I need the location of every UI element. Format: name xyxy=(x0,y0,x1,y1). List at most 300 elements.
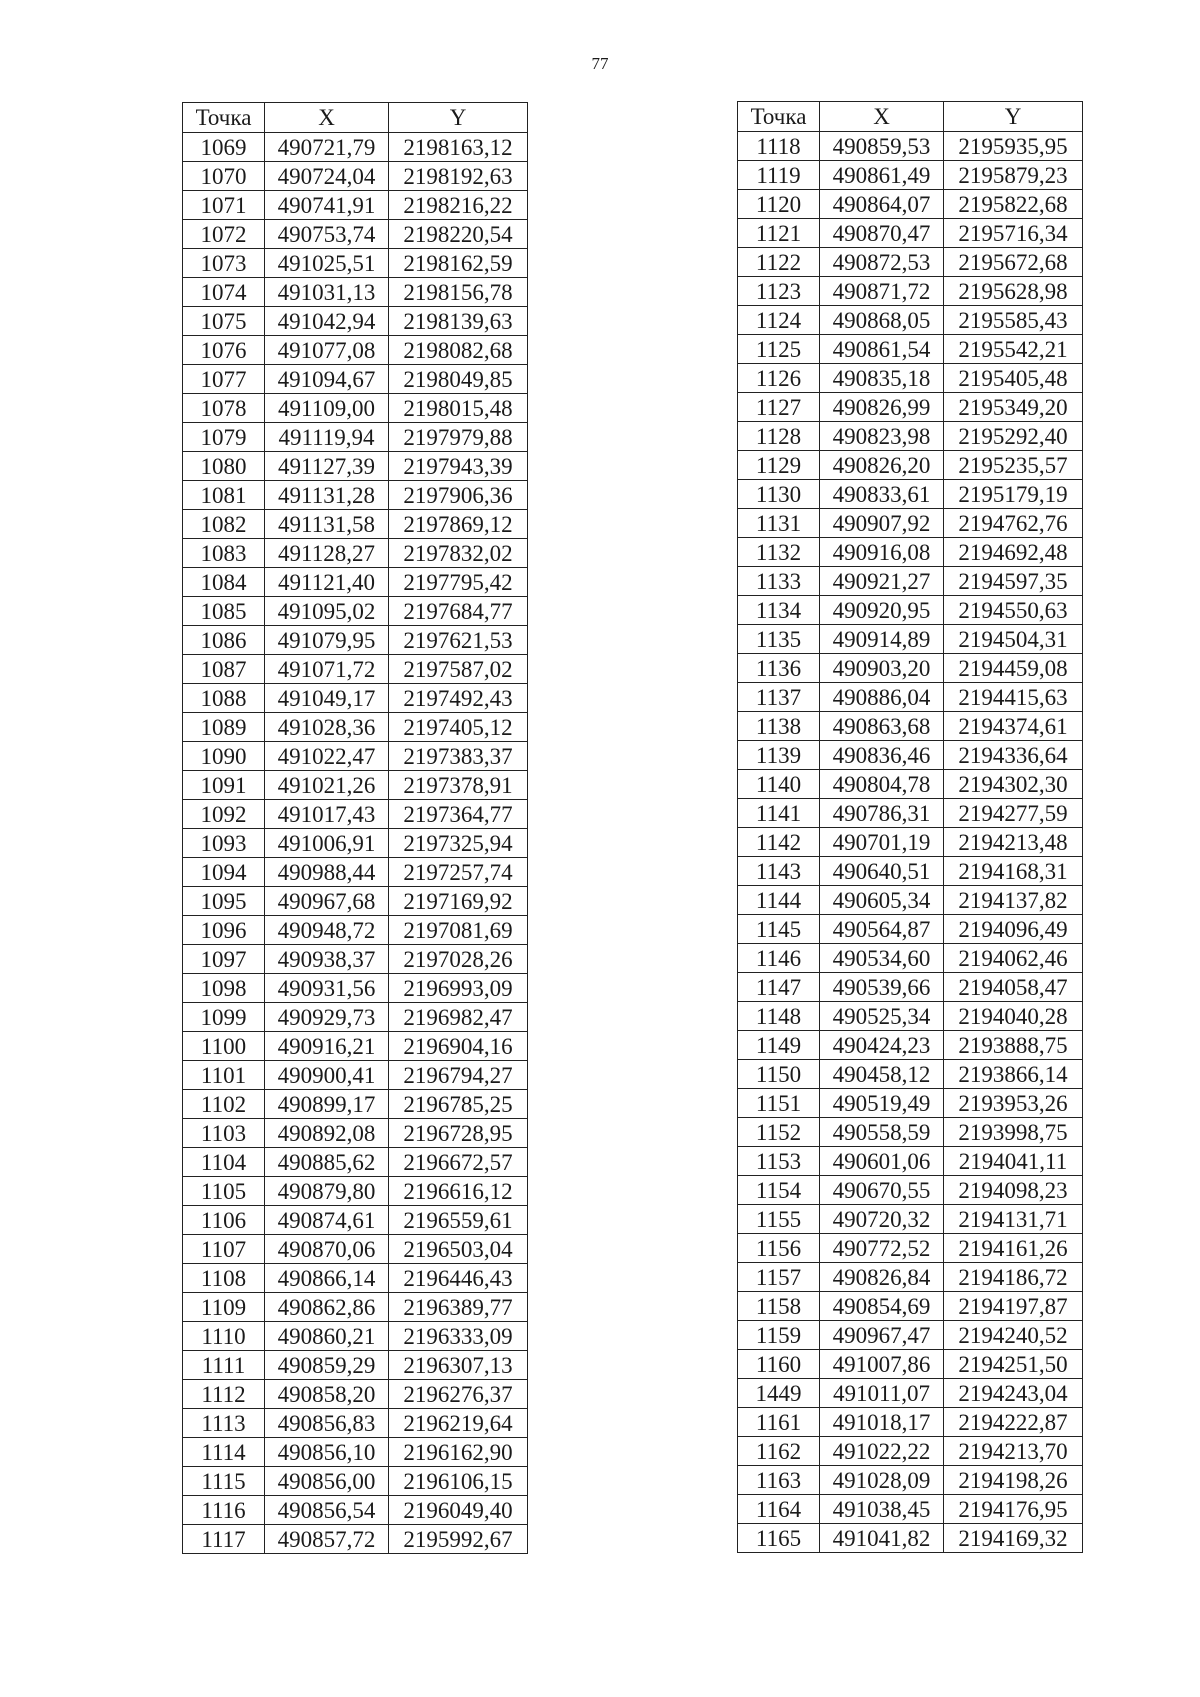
y-cell: 2196106,15 xyxy=(389,1467,528,1496)
table-row xyxy=(738,1524,1083,1553)
table-row xyxy=(738,1350,1083,1379)
y-cell: 2197621,53 xyxy=(389,626,528,655)
point-cell: 1088 xyxy=(183,684,265,713)
point-cell: 1139 xyxy=(738,741,820,770)
point-cell: 1113 xyxy=(183,1409,265,1438)
table-row xyxy=(738,1089,1083,1118)
point-cell: 1092 xyxy=(183,800,265,829)
point-cell: 1077 xyxy=(183,365,265,394)
table-row xyxy=(183,539,528,568)
x-cell: 490859,29 xyxy=(265,1351,389,1380)
table-row xyxy=(183,829,528,858)
x-cell: 490539,66 xyxy=(820,973,944,1002)
header-x: X xyxy=(265,103,389,133)
x-cell: 491041,82 xyxy=(820,1524,944,1553)
y-cell: 2194161,26 xyxy=(944,1234,1083,1263)
point-cell: 1132 xyxy=(738,538,820,567)
point-cell: 1110 xyxy=(183,1322,265,1351)
point-cell: 1117 xyxy=(183,1525,265,1554)
y-cell: 2194243,04 xyxy=(944,1379,1083,1408)
x-cell: 490916,08 xyxy=(820,538,944,567)
point-cell: 1449 xyxy=(738,1379,820,1408)
table-row xyxy=(183,1235,528,1264)
y-cell: 2195879,23 xyxy=(944,161,1083,190)
x-cell: 490907,92 xyxy=(820,509,944,538)
x-cell: 490856,83 xyxy=(265,1409,389,1438)
y-cell: 2196307,13 xyxy=(389,1351,528,1380)
table-row xyxy=(738,1263,1083,1292)
y-cell: 2196389,77 xyxy=(389,1293,528,1322)
table-row xyxy=(183,858,528,887)
point-cell: 1080 xyxy=(183,452,265,481)
x-cell: 490861,49 xyxy=(820,161,944,190)
x-cell: 490458,12 xyxy=(820,1060,944,1089)
y-cell: 2193866,14 xyxy=(944,1060,1083,1089)
x-cell: 490858,20 xyxy=(265,1380,389,1409)
table-row xyxy=(183,452,528,481)
table-row xyxy=(183,1322,528,1351)
y-cell: 2193998,75 xyxy=(944,1118,1083,1147)
table-row xyxy=(738,538,1083,567)
y-cell: 2194240,52 xyxy=(944,1321,1083,1350)
table-row xyxy=(183,742,528,771)
x-cell: 490833,61 xyxy=(820,480,944,509)
table-row xyxy=(738,393,1083,422)
x-cell: 490601,06 xyxy=(820,1147,944,1176)
table-row xyxy=(183,684,528,713)
header-y: Y xyxy=(389,103,528,133)
x-cell: 490721,79 xyxy=(265,133,389,162)
table-row xyxy=(183,713,528,742)
x-cell: 490835,18 xyxy=(820,364,944,393)
x-cell: 491025,51 xyxy=(265,249,389,278)
point-cell: 1147 xyxy=(738,973,820,1002)
x-cell: 490772,52 xyxy=(820,1234,944,1263)
table-row xyxy=(183,626,528,655)
x-cell: 490856,00 xyxy=(265,1467,389,1496)
point-cell: 1094 xyxy=(183,858,265,887)
y-cell: 2195628,98 xyxy=(944,277,1083,306)
table-row xyxy=(738,190,1083,219)
x-cell: 491049,17 xyxy=(265,684,389,713)
table-row xyxy=(183,249,528,278)
point-cell: 1163 xyxy=(738,1466,820,1495)
table-row xyxy=(183,481,528,510)
table-row xyxy=(183,1351,528,1380)
x-cell: 490640,51 xyxy=(820,857,944,886)
point-cell: 1114 xyxy=(183,1438,265,1467)
table-row xyxy=(183,307,528,336)
table-row xyxy=(738,219,1083,248)
point-cell: 1162 xyxy=(738,1437,820,1466)
table-row xyxy=(183,133,528,162)
table-row xyxy=(738,1002,1083,1031)
y-cell: 2196904,16 xyxy=(389,1032,528,1061)
x-cell: 491079,95 xyxy=(265,626,389,655)
x-cell: 490823,98 xyxy=(820,422,944,451)
point-cell: 1158 xyxy=(738,1292,820,1321)
point-cell: 1095 xyxy=(183,887,265,916)
point-cell: 1069 xyxy=(183,133,265,162)
page-number: 77 xyxy=(591,54,609,73)
point-cell: 1156 xyxy=(738,1234,820,1263)
x-cell: 490988,44 xyxy=(265,858,389,887)
x-cell: 490826,84 xyxy=(820,1263,944,1292)
table-row xyxy=(738,277,1083,306)
table-row xyxy=(738,1205,1083,1234)
y-cell: 2194041,11 xyxy=(944,1147,1083,1176)
table-header-row xyxy=(183,103,528,133)
point-cell: 1082 xyxy=(183,510,265,539)
x-cell: 490920,95 xyxy=(820,596,944,625)
point-cell: 1115 xyxy=(183,1467,265,1496)
x-cell: 490868,05 xyxy=(820,306,944,335)
table-row xyxy=(183,394,528,423)
point-cell: 1119 xyxy=(738,161,820,190)
y-cell: 2194096,49 xyxy=(944,915,1083,944)
table-row xyxy=(183,1061,528,1090)
table-row xyxy=(738,770,1083,799)
point-cell: 1075 xyxy=(183,307,265,336)
y-cell: 2194197,87 xyxy=(944,1292,1083,1321)
x-cell: 491077,08 xyxy=(265,336,389,365)
x-cell: 491119,94 xyxy=(265,423,389,452)
y-cell: 2198156,78 xyxy=(389,278,528,307)
x-cell: 490856,54 xyxy=(265,1496,389,1525)
point-cell: 1135 xyxy=(738,625,820,654)
y-cell: 2194222,87 xyxy=(944,1408,1083,1437)
table-row xyxy=(738,480,1083,509)
table-row xyxy=(738,886,1083,915)
point-cell: 1120 xyxy=(738,190,820,219)
x-cell: 490886,04 xyxy=(820,683,944,712)
table-row xyxy=(183,423,528,452)
y-cell: 2194040,28 xyxy=(944,1002,1083,1031)
table-row xyxy=(738,1118,1083,1147)
x-cell: 490892,08 xyxy=(265,1119,389,1148)
table-row xyxy=(183,800,528,829)
y-cell: 2196728,95 xyxy=(389,1119,528,1148)
point-cell: 1122 xyxy=(738,248,820,277)
coordinates-table-left xyxy=(182,102,528,1554)
point-cell: 1145 xyxy=(738,915,820,944)
x-cell: 490879,80 xyxy=(265,1177,389,1206)
x-cell: 490948,72 xyxy=(265,916,389,945)
table-row xyxy=(738,422,1083,451)
header-point: Точка xyxy=(738,102,820,132)
table-row xyxy=(183,220,528,249)
x-cell: 491127,39 xyxy=(265,452,389,481)
table-row xyxy=(738,1408,1083,1437)
y-cell: 2197028,26 xyxy=(389,945,528,974)
point-cell: 1160 xyxy=(738,1350,820,1379)
table-row xyxy=(183,1148,528,1177)
point-cell: 1090 xyxy=(183,742,265,771)
table-row xyxy=(738,944,1083,973)
table-row xyxy=(738,915,1083,944)
point-cell: 1111 xyxy=(183,1351,265,1380)
table-row xyxy=(183,568,528,597)
x-cell: 490866,14 xyxy=(265,1264,389,1293)
table-row xyxy=(738,1495,1083,1524)
point-cell: 1149 xyxy=(738,1031,820,1060)
y-cell: 2196559,61 xyxy=(389,1206,528,1235)
point-cell: 1154 xyxy=(738,1176,820,1205)
point-cell: 1096 xyxy=(183,916,265,945)
y-cell: 2194168,31 xyxy=(944,857,1083,886)
point-cell: 1091 xyxy=(183,771,265,800)
y-cell: 2197081,69 xyxy=(389,916,528,945)
table-row xyxy=(183,1496,528,1525)
table-row xyxy=(738,1437,1083,1466)
x-cell: 490605,34 xyxy=(820,886,944,915)
point-cell: 1101 xyxy=(183,1061,265,1090)
point-cell: 1151 xyxy=(738,1089,820,1118)
x-cell: 491128,27 xyxy=(265,539,389,568)
point-cell: 1129 xyxy=(738,451,820,480)
table-row xyxy=(738,1321,1083,1350)
x-cell: 490871,72 xyxy=(820,277,944,306)
table-row xyxy=(183,1525,528,1554)
point-cell: 1086 xyxy=(183,626,265,655)
y-cell: 2195542,21 xyxy=(944,335,1083,364)
table-row xyxy=(183,1090,528,1119)
point-cell: 1133 xyxy=(738,567,820,596)
point-cell: 1126 xyxy=(738,364,820,393)
x-cell: 490885,62 xyxy=(265,1148,389,1177)
point-cell: 1159 xyxy=(738,1321,820,1350)
x-cell: 490534,60 xyxy=(820,944,944,973)
table-row xyxy=(183,1177,528,1206)
y-cell: 2194336,64 xyxy=(944,741,1083,770)
y-cell: 2194762,76 xyxy=(944,509,1083,538)
point-cell: 1107 xyxy=(183,1235,265,1264)
y-cell: 2196785,25 xyxy=(389,1090,528,1119)
x-cell: 490519,49 xyxy=(820,1089,944,1118)
point-cell: 1127 xyxy=(738,393,820,422)
table-row xyxy=(738,654,1083,683)
x-cell: 491109,00 xyxy=(265,394,389,423)
table-row xyxy=(738,683,1083,712)
x-cell: 490826,99 xyxy=(820,393,944,422)
y-cell: 2196333,09 xyxy=(389,1322,528,1351)
x-cell: 490872,53 xyxy=(820,248,944,277)
table-row xyxy=(738,828,1083,857)
coordinates-table-right xyxy=(737,101,1083,1553)
table-row xyxy=(738,1060,1083,1089)
point-cell: 1152 xyxy=(738,1118,820,1147)
x-cell: 491022,47 xyxy=(265,742,389,771)
y-cell: 2198162,59 xyxy=(389,249,528,278)
table-row xyxy=(183,191,528,220)
table-row xyxy=(183,1119,528,1148)
table-row xyxy=(183,336,528,365)
x-cell: 490861,54 xyxy=(820,335,944,364)
y-cell: 2195585,43 xyxy=(944,306,1083,335)
y-cell: 2196993,09 xyxy=(389,974,528,1003)
x-cell: 490857,72 xyxy=(265,1525,389,1554)
x-cell: 490558,59 xyxy=(820,1118,944,1147)
y-cell: 2197257,74 xyxy=(389,858,528,887)
point-cell: 1087 xyxy=(183,655,265,684)
point-cell: 1098 xyxy=(183,974,265,1003)
y-cell: 2197943,39 xyxy=(389,452,528,481)
y-cell: 2195822,68 xyxy=(944,190,1083,219)
x-cell: 491095,02 xyxy=(265,597,389,626)
x-cell: 490929,73 xyxy=(265,1003,389,1032)
x-cell: 490870,47 xyxy=(820,219,944,248)
point-cell: 1099 xyxy=(183,1003,265,1032)
x-cell: 490874,61 xyxy=(265,1206,389,1235)
table-row xyxy=(183,597,528,626)
y-cell: 2198216,22 xyxy=(389,191,528,220)
point-cell: 1141 xyxy=(738,799,820,828)
table-header-row xyxy=(738,102,1083,132)
point-cell: 1121 xyxy=(738,219,820,248)
y-cell: 2194251,50 xyxy=(944,1350,1083,1379)
header-x: X xyxy=(820,102,944,132)
table-row xyxy=(738,625,1083,654)
y-cell: 2196616,12 xyxy=(389,1177,528,1206)
point-cell: 1076 xyxy=(183,336,265,365)
point-cell: 1097 xyxy=(183,945,265,974)
point-cell: 1081 xyxy=(183,481,265,510)
point-cell: 1124 xyxy=(738,306,820,335)
table-row xyxy=(183,945,528,974)
y-cell: 2197325,94 xyxy=(389,829,528,858)
y-cell: 2194415,63 xyxy=(944,683,1083,712)
table-row xyxy=(183,1003,528,1032)
point-cell: 1072 xyxy=(183,220,265,249)
x-cell: 491018,17 xyxy=(820,1408,944,1437)
x-cell: 491028,09 xyxy=(820,1466,944,1495)
table-row xyxy=(183,1438,528,1467)
point-cell: 1084 xyxy=(183,568,265,597)
point-cell: 1103 xyxy=(183,1119,265,1148)
x-cell: 491006,91 xyxy=(265,829,389,858)
x-cell: 490921,27 xyxy=(820,567,944,596)
y-cell: 2198220,54 xyxy=(389,220,528,249)
y-cell: 2194504,31 xyxy=(944,625,1083,654)
point-cell: 1148 xyxy=(738,1002,820,1031)
x-cell: 490903,20 xyxy=(820,654,944,683)
table-row xyxy=(738,712,1083,741)
y-cell: 2195235,57 xyxy=(944,451,1083,480)
y-cell: 2196049,40 xyxy=(389,1496,528,1525)
y-cell: 2194374,61 xyxy=(944,712,1083,741)
y-cell: 2195672,68 xyxy=(944,248,1083,277)
table-row xyxy=(738,799,1083,828)
table-row xyxy=(183,1206,528,1235)
y-cell: 2196503,04 xyxy=(389,1235,528,1264)
y-cell: 2197364,77 xyxy=(389,800,528,829)
y-cell: 2198139,63 xyxy=(389,307,528,336)
y-cell: 2198082,68 xyxy=(389,336,528,365)
y-cell: 2194213,70 xyxy=(944,1437,1083,1466)
table-row xyxy=(738,364,1083,393)
x-cell: 490525,34 xyxy=(820,1002,944,1031)
x-cell: 491021,26 xyxy=(265,771,389,800)
x-cell: 491121,40 xyxy=(265,568,389,597)
point-cell: 1106 xyxy=(183,1206,265,1235)
y-cell: 2197795,42 xyxy=(389,568,528,597)
y-cell: 2194176,95 xyxy=(944,1495,1083,1524)
y-cell: 2197832,02 xyxy=(389,539,528,568)
point-cell: 1105 xyxy=(183,1177,265,1206)
point-cell: 1085 xyxy=(183,597,265,626)
point-cell: 1134 xyxy=(738,596,820,625)
x-cell: 490724,04 xyxy=(265,162,389,191)
x-cell: 490860,21 xyxy=(265,1322,389,1351)
y-cell: 2193953,26 xyxy=(944,1089,1083,1118)
y-cell: 2194137,82 xyxy=(944,886,1083,915)
x-cell: 490863,68 xyxy=(820,712,944,741)
y-cell: 2194302,30 xyxy=(944,770,1083,799)
table-row xyxy=(183,1409,528,1438)
table-row xyxy=(183,887,528,916)
x-cell: 490870,06 xyxy=(265,1235,389,1264)
table-row xyxy=(738,857,1083,886)
x-cell: 491007,86 xyxy=(820,1350,944,1379)
point-cell: 1104 xyxy=(183,1148,265,1177)
point-cell: 1116 xyxy=(183,1496,265,1525)
x-cell: 490900,41 xyxy=(265,1061,389,1090)
point-cell: 1142 xyxy=(738,828,820,857)
point-cell: 1130 xyxy=(738,480,820,509)
x-cell: 490670,55 xyxy=(820,1176,944,1205)
x-cell: 490564,87 xyxy=(820,915,944,944)
point-cell: 1144 xyxy=(738,886,820,915)
y-cell: 2197169,92 xyxy=(389,887,528,916)
table-row xyxy=(738,973,1083,1002)
y-cell: 2197587,02 xyxy=(389,655,528,684)
x-cell: 490916,21 xyxy=(265,1032,389,1061)
point-cell: 1165 xyxy=(738,1524,820,1553)
x-cell: 490938,37 xyxy=(265,945,389,974)
y-cell: 2195405,48 xyxy=(944,364,1083,393)
point-cell: 1153 xyxy=(738,1147,820,1176)
y-cell: 2195716,34 xyxy=(944,219,1083,248)
table-row xyxy=(738,306,1083,335)
y-cell: 2197492,43 xyxy=(389,684,528,713)
point-cell: 1140 xyxy=(738,770,820,799)
y-cell: 2197405,12 xyxy=(389,713,528,742)
point-cell: 1128 xyxy=(738,422,820,451)
table-row xyxy=(183,162,528,191)
point-cell: 1108 xyxy=(183,1264,265,1293)
y-cell: 2198163,12 xyxy=(389,133,528,162)
table-row xyxy=(738,1292,1083,1321)
point-cell: 1155 xyxy=(738,1205,820,1234)
y-cell: 2196794,27 xyxy=(389,1061,528,1090)
table-row xyxy=(183,365,528,394)
x-cell: 490424,23 xyxy=(820,1031,944,1060)
x-cell: 491071,72 xyxy=(265,655,389,684)
y-cell: 2194692,48 xyxy=(944,538,1083,567)
point-cell: 1118 xyxy=(738,132,820,161)
y-cell: 2194062,46 xyxy=(944,944,1083,973)
x-cell: 491042,94 xyxy=(265,307,389,336)
y-cell: 2194169,32 xyxy=(944,1524,1083,1553)
y-cell: 2196446,43 xyxy=(389,1264,528,1293)
point-cell: 1071 xyxy=(183,191,265,220)
x-cell: 491031,13 xyxy=(265,278,389,307)
y-cell: 2198049,85 xyxy=(389,365,528,394)
x-cell: 490701,19 xyxy=(820,828,944,857)
x-cell: 491017,43 xyxy=(265,800,389,829)
x-cell: 491131,28 xyxy=(265,481,389,510)
table-row xyxy=(183,916,528,945)
